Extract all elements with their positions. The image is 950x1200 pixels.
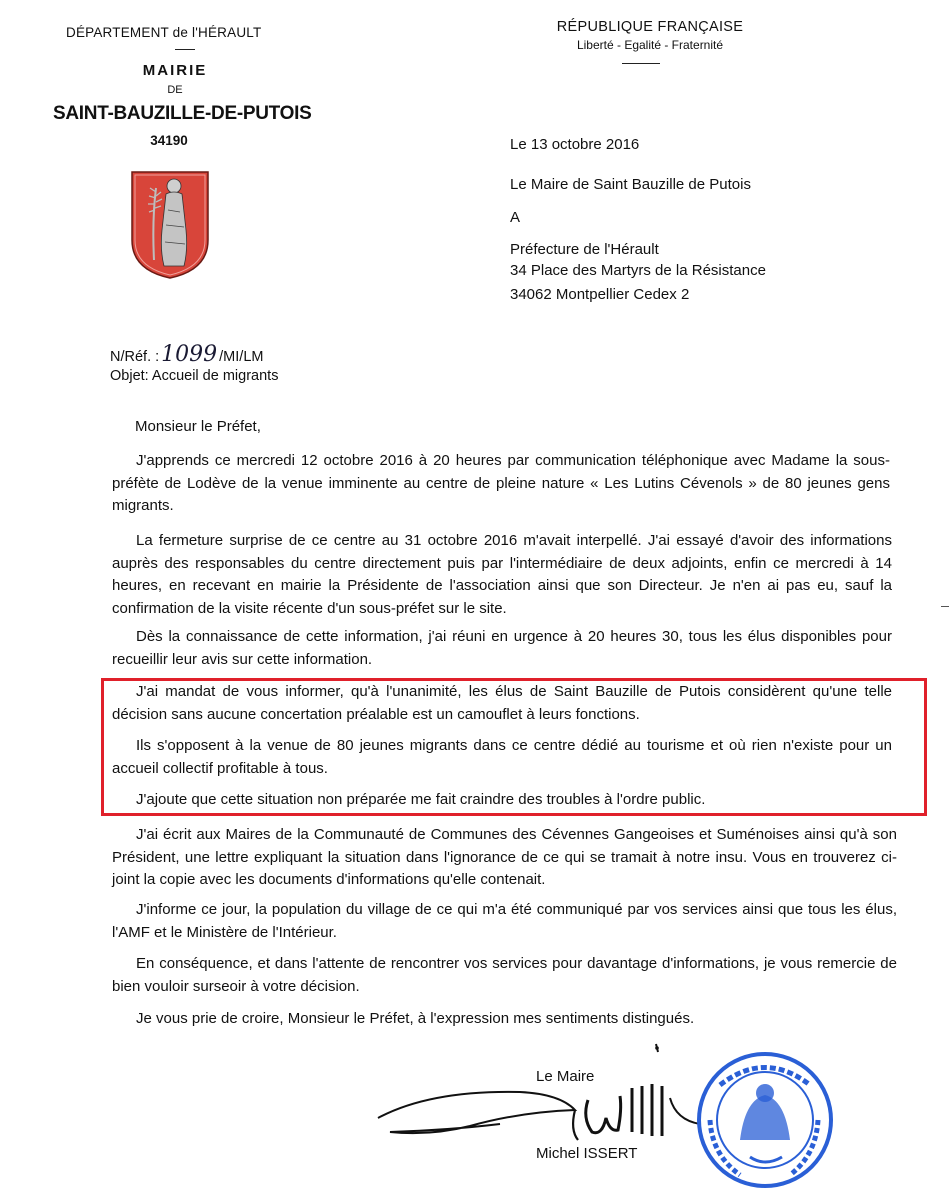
- reference-number: 1099: [161, 342, 218, 367]
- highlighted-paragraph: J'ajoute que cette situation non préparée me fait craindre des troubles à l'ordre public.: [136, 791, 706, 808]
- header-divider: [175, 49, 195, 50]
- motto-divider: [622, 63, 660, 64]
- commune-name: SAINT-BAUZILLE-DE-PUTOIS: [53, 103, 312, 124]
- body-paragraph: La fermeture surprise de ce centre au 31 octobre 2016 m'avait interpellé. J'ai essayé d'avoir des informations auprès des responsables du centre directement puis par l'intermédiaire de deux adjoints, enfin ce mercredi à 14 heures, en recevant en mairie la Présidente de l'association ainsi que son Directeur. Je n'en ai pas eu, sauf la confirmation de la visite récente d'un sous-préfet sur le site.: [112, 532, 892, 617]
- reference: [110, 342, 263, 367]
- republic-motto: Liberté - Egalité - Fraternité: [576, 38, 724, 52]
- mairie-de-label: DE: [167, 84, 183, 96]
- municipal-stamp-icon: [690, 1045, 840, 1195]
- recipient-line: 34 Place des Martyrs de la Résistance: [510, 262, 766, 279]
- body-paragraph: J'ai écrit aux Maires de la Communauté de Communes des Cévennes Gangeoises et Suménoises ainsi qu'à son Président, une lettre expliquant la situation dans l'ignorance de ce qui se tramait à notre insu. Vous en trouverez ci-joint la copie avec les documents d'informations qu'elle contenait.: [112, 826, 897, 888]
- margin-mark: [941, 606, 949, 607]
- postal-code: 34190: [150, 133, 188, 148]
- signature-name: Michel ISSERT: [536, 1145, 638, 1162]
- letter-date: Le 13 octobre 2016: [510, 136, 640, 153]
- reference-label: N/Réf. :: [110, 349, 160, 365]
- letter-to: A: [510, 209, 521, 226]
- body-paragraph: Dès la connaissance de cette information, j'ai réuni en urgence à 20 heures 30, tous les élus disponibles pour recueillir leur avis sur cette information.: [112, 628, 892, 668]
- mairie-label: MAIRIE: [142, 62, 208, 79]
- highlighted-paragraph: Ils s'opposent à la venue de 80 jeunes migrants dans ce centre dédié au tourisme et où rien n'existe pour un accueil collectif profitable à tous.: [112, 737, 892, 777]
- letter-sender: Le Maire de Saint Bauzille de Putois: [510, 176, 751, 193]
- letter-object: Objet: Accueil de migrants: [110, 368, 279, 384]
- body-paragraph: J'apprends ce mercredi 12 octobre 2016 à 20 heures par communication téléphonique avec Madame la sous-préfète de Lodève de la venue imminente au centre de pleine nature « Les Lutins Cévenols » de 80 jeunes gens migrants.: [112, 452, 890, 514]
- coat-of-arms-icon: [130, 170, 210, 280]
- highlighted-paragraph: J'ai mandat de vous informer, qu'à l'unanimité, les élus de Saint Bauzille de Putois considèrent qu'une telle décision sans aucune concertation préalable est un camouflet à leurs fonctions.: [112, 683, 892, 723]
- department-label: DÉPARTEMENT de l'HÉRAULT: [66, 25, 262, 40]
- body-paragraph: En conséquence, et dans l'attente de rencontrer vos services pour davantage d'informations, je vous remercie de bien vouloir surseoir à votre décision.: [112, 955, 897, 995]
- recipient-line: 34062 Montpellier Cedex 2: [510, 286, 690, 303]
- signature-title: Le Maire: [536, 1068, 595, 1085]
- body-paragraph: J'informe ce jour, la population du village de ce qui m'a été communiqué par vos services ainsi que tous les élus, l'AMF et le Ministère de l'Intérieur.: [112, 901, 897, 941]
- recipient-line: Préfecture de l'Hérault: [510, 241, 659, 258]
- salutation: Monsieur le Préfet,: [135, 418, 261, 435]
- reference-suffix: /MI/LM: [219, 349, 264, 365]
- closing-paragraph: Je vous prie de croire, Monsieur le Préfet, à l'expression mes sentiments distingués.: [136, 1010, 695, 1027]
- republic-label: RÉPUBLIQUE FRANÇAISE: [556, 19, 744, 35]
